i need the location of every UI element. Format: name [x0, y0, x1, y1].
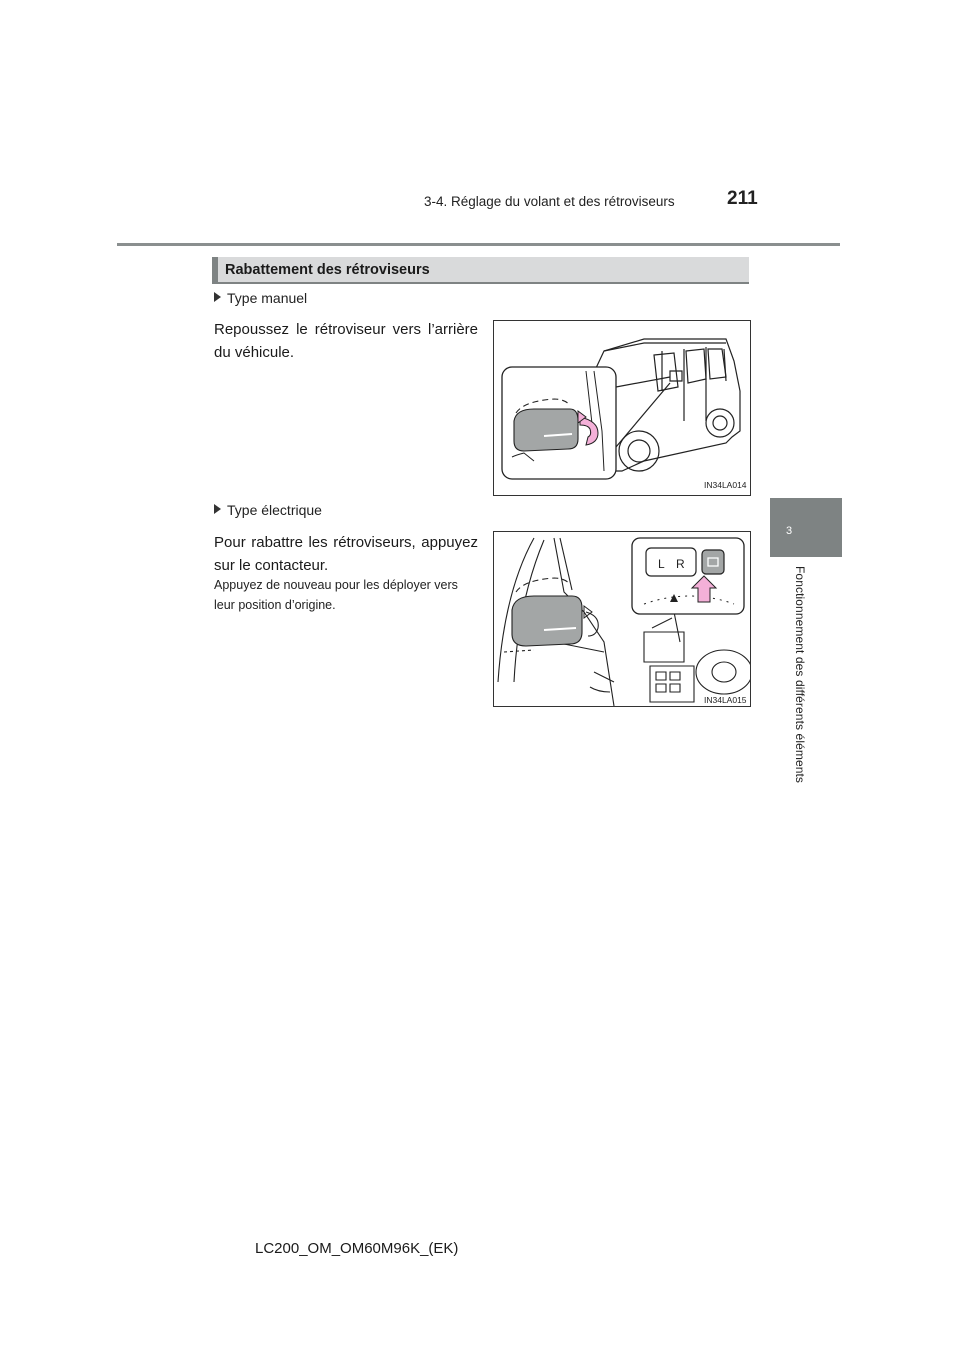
- electric-type-heading-text: Type électrique: [227, 502, 322, 518]
- running-header: 3-4. Réglage du volant et des rétroviseurs: [424, 194, 675, 209]
- chapter-side-label: Fonctionnement des différents éléments: [793, 566, 807, 784]
- manual-type-heading-text: Type manuel: [227, 290, 308, 306]
- figure-code-manual: IN34LA014: [704, 480, 747, 490]
- electric-note: Appuyez de nouveau pour les déployer vers leur position d’origine.: [214, 578, 458, 612]
- footer-doc-code: LC200_OM_OM60M96K_(EK): [255, 1240, 459, 1257]
- electric-fold-illustration: [494, 532, 750, 706]
- manual-instruction: Repoussez le rétroviseur vers l’arrière du véhicule.: [214, 321, 478, 361]
- switch-left-label: L: [658, 557, 665, 571]
- header-rule: [117, 243, 840, 246]
- chapter-number: 3: [786, 525, 793, 537]
- figure-manual-fold: [493, 320, 751, 496]
- page-number: 211: [727, 188, 758, 209]
- fold-switch-button: [702, 550, 724, 574]
- bullet-triangle-icon: [214, 292, 221, 302]
- section-title-marker: [212, 257, 218, 284]
- figure-code-electric: IN34LA015: [704, 695, 747, 705]
- manual-fold-illustration: [494, 321, 750, 495]
- chapter-tab: [770, 498, 842, 557]
- bullet-triangle-icon: [214, 504, 221, 514]
- electric-type-heading: [214, 502, 322, 518]
- section-title: Rabattement des rétroviseurs: [225, 262, 430, 278]
- electric-instruction: Pour rabattre les rétroviseurs, appuyez sur le contacteur.: [214, 534, 478, 574]
- switch-right-label: R: [676, 557, 685, 571]
- manual-type-heading: [214, 290, 307, 306]
- figure-electric-fold: [493, 531, 751, 707]
